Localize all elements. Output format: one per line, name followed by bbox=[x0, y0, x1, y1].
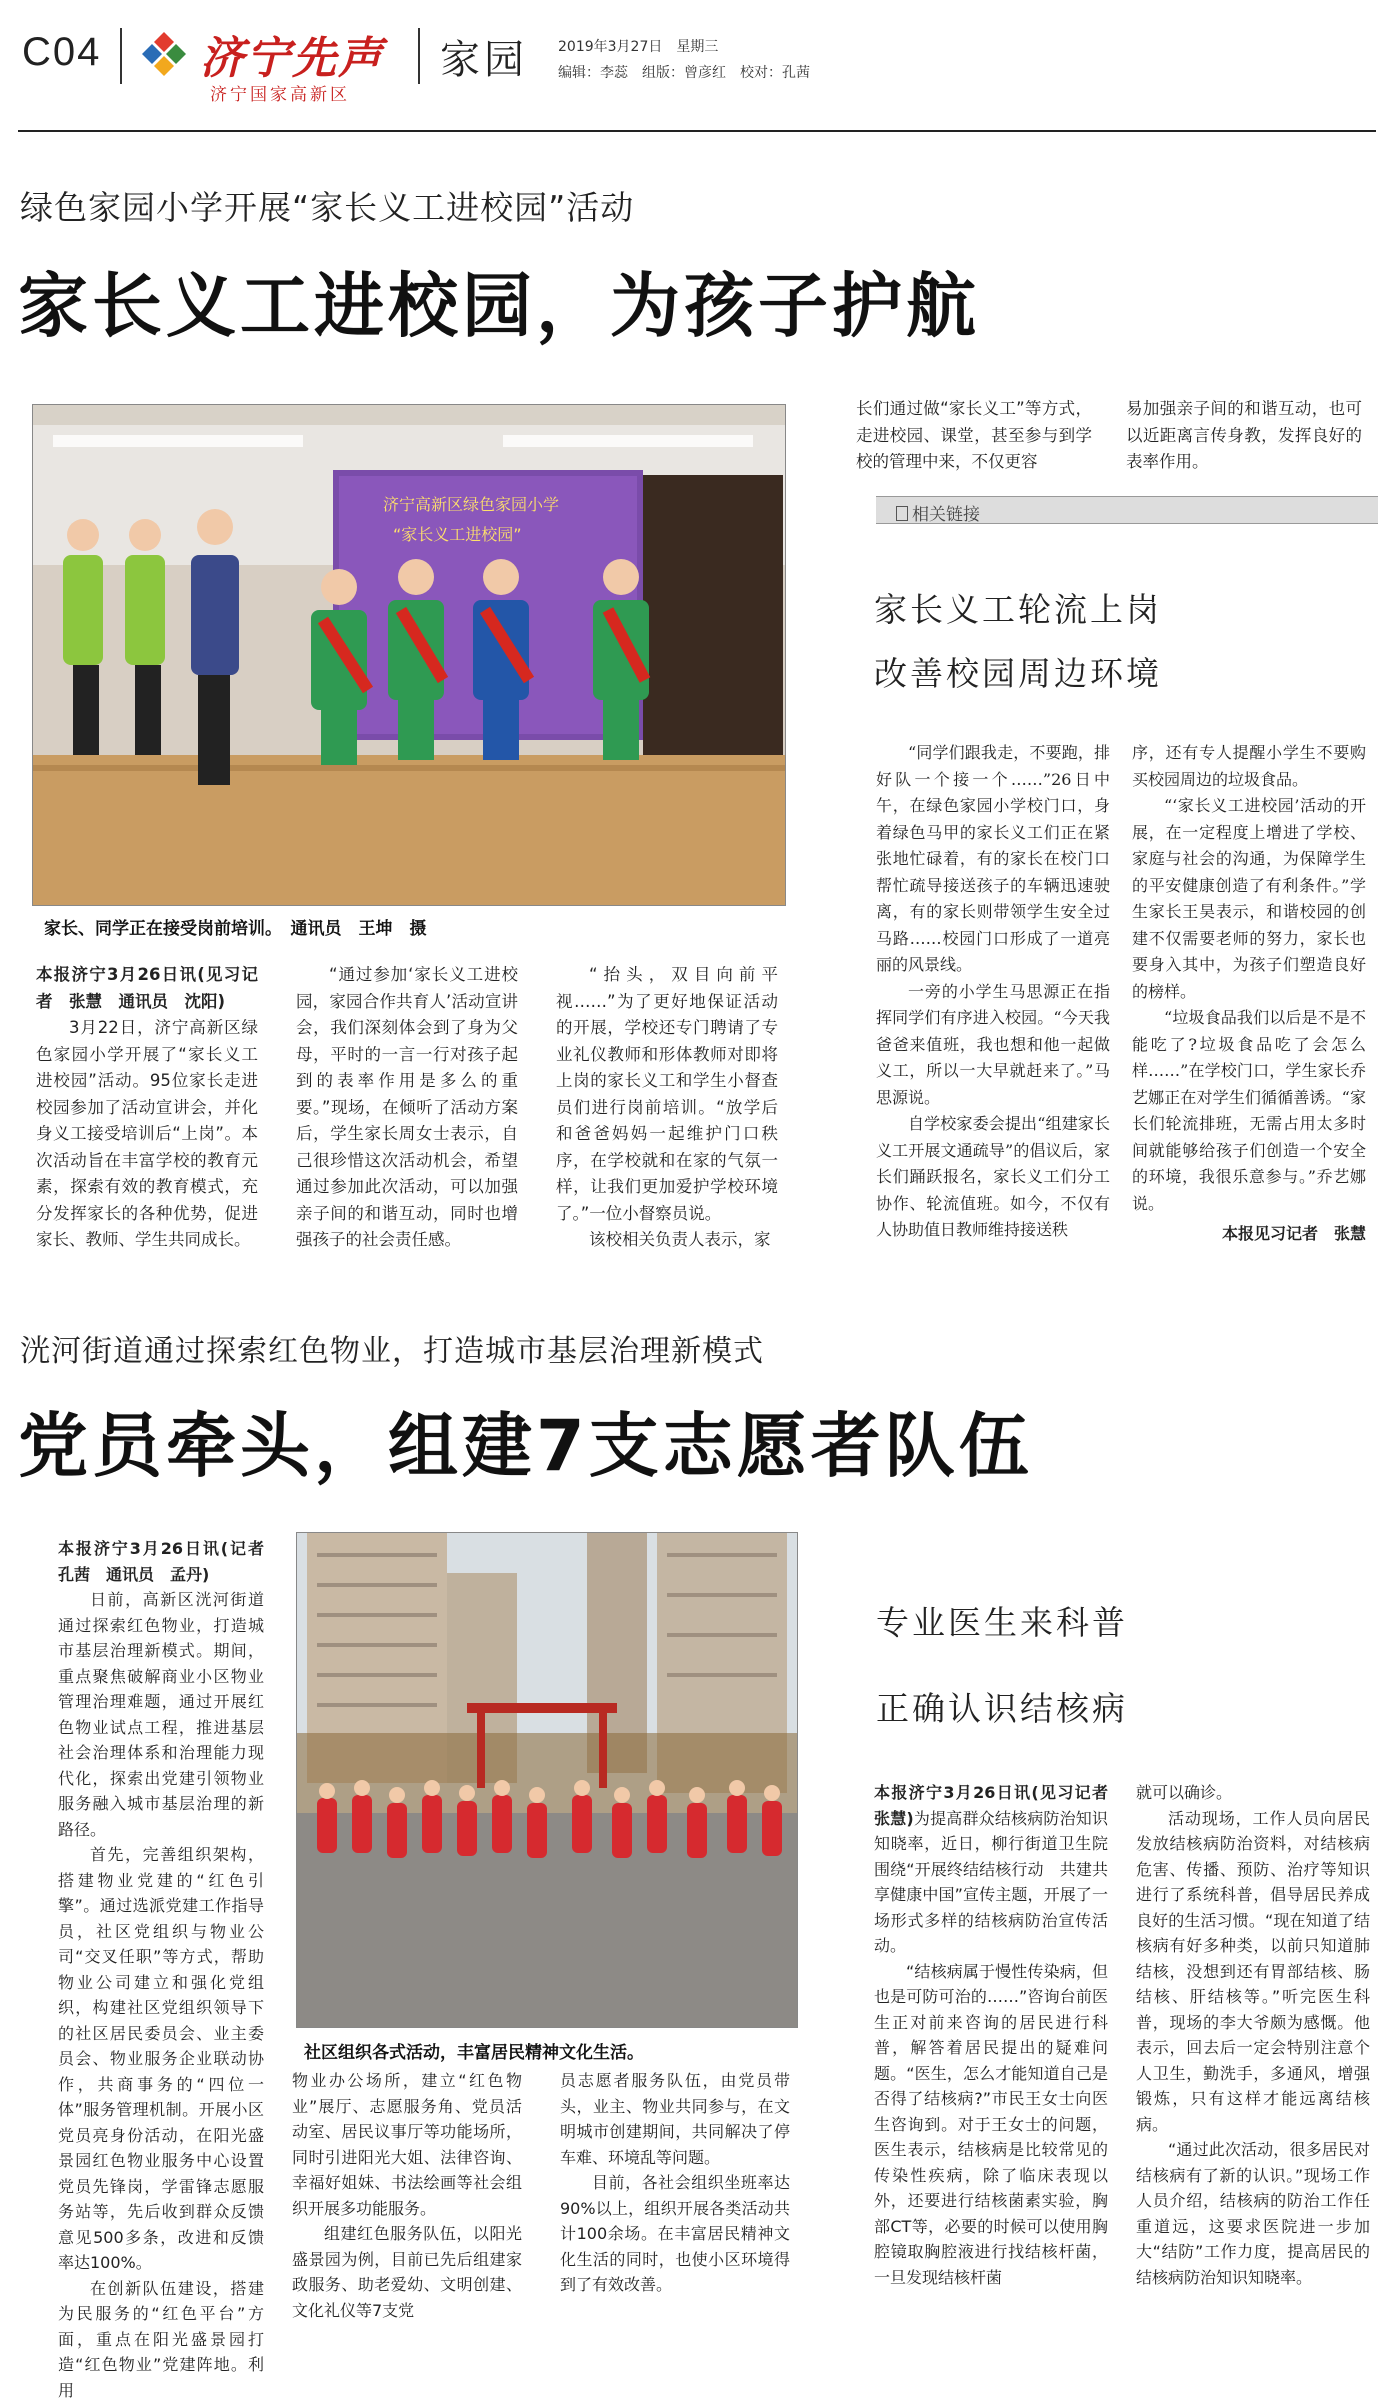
article3-title bbox=[876, 1580, 1128, 1752]
page-code: C04 bbox=[22, 30, 101, 75]
section-name: 家园 bbox=[440, 28, 528, 85]
article2-byline: 本报济宁3月26日讯(记者 孔茜 通讯员 孟丹) bbox=[58, 1539, 280, 1584]
article1-paragraph: “通过参加‘家长义工进校园，家园合作共育人’活动宣讲会，我们深刻体会到了身为父母，平时的一言一行对孩子起到的表率作用是多么的重要。”现场，在倾听了活动方案后，学生家长周女士表示，自己很珍惜这次活动机会，希望通过参加此次活动，可以加强亲子间的和谐互动，同时也增强孩子的社会责任感。 bbox=[296, 962, 518, 1254]
article1-byline: 本报济宁3月26日讯(见习记者 张慧 通讯员 沈阳) bbox=[36, 965, 258, 1011]
article1-paragraph: 易加强亲子间的和谐互动，也可以近距离言传身教，发挥良好的表率作用。 bbox=[1126, 396, 1362, 476]
article2-column-2 bbox=[292, 2068, 522, 2323]
newspaper-name: 济宁先声 bbox=[200, 22, 384, 86]
article3-title-line: 专业医生来科普 bbox=[876, 1580, 1128, 1666]
article2-paragraph: 首先，完善组织架构，搭建物业党建的“红色引擎”。通过选派党建工作指导员，社区党组织与物业公司“交叉任职”等方式，帮助物业公司建立和强化党组织，构建社区党组织领导下的社区居民委员会、业主委员会、物业服务企业联动协作，共商事务的“四位一体”服务管理机制。开展小区党员亮身份活动，在阳光盛景园红色物业服务中心设置党员先锋岗，学雷锋志愿服务站等，先后收到群众反馈意见500多条，改进和反馈率达100%。 bbox=[58, 1842, 264, 2276]
article2-paragraph: 在创新队伍建设，搭建为民服务的“红色平台”方面，重点在阳光盛景园打造“红色物业”党建阵地。利用 bbox=[58, 2276, 264, 2403]
article1-photo bbox=[32, 404, 786, 906]
article2-photo-caption: 社区组织各式活动，丰富居民精神文化生活。 bbox=[304, 2038, 644, 2063]
date-line: 2019年3月27日 星期三 bbox=[558, 34, 810, 60]
article2-column-3 bbox=[560, 2068, 790, 2298]
article2-paragraph: 员志愿者服务队伍，由党员带头，业主、物业共同参与，在文明城市创建期间，共同解决了停车难、环境乱等问题。 bbox=[560, 2068, 790, 2170]
newspaper-logo-icon bbox=[140, 30, 188, 78]
article1-paragraph: “抬头，双目向前平视……”为了更好地保证活动的开展，学校还专门聘请了专业礼仪教师和形体教师对即将上岗的家长义工和学生小督查员们进行岗前培训。“放学后和爸爸妈妈一起维护门口秩序，在学校就和在家的气氛一样，让我们更加爱护学校环境了。”一位小督察员说。 bbox=[556, 962, 778, 1227]
article2-paragraph: 日前，高新区洸河街道通过探索红色物业，打造城市基层治理新模式。期间，重点聚焦破解商业小区物业管理治理难题，通过开展红色物业试点工程，推进基层社会治理体系和治理能力现代化，探索出党建引领物业服务融入城市基层治理的新路径。 bbox=[58, 1587, 264, 1842]
article2-paragraph: 目前，各社会组织坐班率达90%以上，组织开展各类活动共计100余场。在丰富居民精神文化生活的同时，也使小区环境得到了有效改善。 bbox=[560, 2170, 790, 2298]
related-paragraph: 一旁的小学生马思源正在指挥同学们有序进入校园。“今天我爸爸来值班，我也想和他一起做义工，所以一大早就赶来了。”马思源说。 bbox=[876, 979, 1110, 1112]
article1-paragraph: 3月22日，济宁高新区绿色家园小学开展了“家长义工进校园”活动。95位家长走进校园参加了活动宣讲会，并化身义工接受培训后“上岗”。本次活动旨在丰富学校的教育元素，探索有效的教育模式，充分发挥家长的各种优势，促进家长、教师、学生共同成长。 bbox=[36, 1015, 258, 1254]
related-paragraph: “‘家长义工进校园’活动的开展，在一定程度上增进了学校、家庭与社会的沟通，为保障学生的平安健康创造了有利条件。”学生家长王昊表示，和谐校园的创建不仅需要老师的努力，家长也要身入其中，为孩子们塑造良好的榜样。 bbox=[1132, 793, 1366, 1005]
divider bbox=[120, 28, 122, 84]
article1-column-1 bbox=[36, 962, 258, 1254]
related-title-line: 改善校园周边环境 bbox=[874, 642, 1162, 706]
related-paragraph: 序，还有专人提醒小学生不要购买校园周边的垃圾食品。 bbox=[1132, 740, 1366, 793]
article1-paragraph: 该校相关负责人表示，家 bbox=[556, 1227, 778, 1254]
article3-paragraph: 活动现场，工作人员向居民发放结核病防治资料，对结核病危害、传播、预防、治疗等知识进行了系统科普，倡导居民养成良好的生活习惯。“现在知道了结核病有好多种类，以前只知道肺结核，没想到还有胃部结核、肠结核、肝结核等。”听完医生科普，现场的李大爷颇为感慨。他表示，回去后一定会特别注意个人卫生，勤洗手，多通风，增强锻炼，只有这样才能远离结核病。 bbox=[1136, 1806, 1370, 2138]
article3-byline: 本报济宁3月26日讯(见习记者 张慧) bbox=[874, 1783, 1124, 1828]
newspaper-subtitle: 济宁国家高新区 bbox=[210, 80, 350, 105]
article2-paragraph: 组建红色服务队伍，以阳光盛景园为例，目前已先后组建家政服务、助老爱幼、文明创建、文化礼仪等7支党 bbox=[292, 2221, 522, 2323]
article3-paragraph: 就可以确诊。 bbox=[1136, 1780, 1370, 1806]
related-title bbox=[874, 578, 1162, 706]
masthead-rule bbox=[18, 130, 1376, 132]
related-paragraph: “同学们跟我走，不要跑，排好队一个接一个……”26日中午，在绿色家园小学校门口，身着绿色马甲的家长义工们正在紧张地忙碌着，有的家长在校门口帮忙疏导接送孩子的车辆迅速驶离，有的家长则带领学生安全过马路……校园门口形成了一道亮丽的风景线。 bbox=[876, 740, 1110, 979]
classroom-photo-illustration bbox=[33, 405, 785, 905]
article3-column-a bbox=[874, 1780, 1108, 2290]
article3-paragraph: “通过此次活动，很多居民对结核病有了新的认识。”现场工作人员介绍，结核病的防治工作任重道远，这要求医院进一步加大“结防”工作力度，提高居民的结核病防治知识知晓率。 bbox=[1136, 2137, 1370, 2290]
document-icon bbox=[896, 506, 908, 521]
article2-headline: 党员牵头，组建7支志愿者队伍 bbox=[18, 1390, 1033, 1491]
staff-line: 编辑：李蕊 组版：曾彦红 校对：孔茜 bbox=[558, 60, 810, 86]
article2-photo bbox=[296, 1532, 798, 2028]
related-link-label bbox=[896, 500, 980, 525]
related-column-b bbox=[1132, 740, 1366, 1248]
related-label-text: 相关链接 bbox=[912, 505, 980, 525]
article2-column-1 bbox=[58, 1536, 264, 2403]
related-signoff: 本报见习记者 张慧 bbox=[1132, 1221, 1366, 1248]
article2-kicker: 洸河街道通过探索红色物业，打造城市基层治理新模式 bbox=[20, 1326, 764, 1370]
article3-column-b bbox=[1136, 1780, 1370, 2290]
article1-column-5 bbox=[1126, 396, 1362, 476]
article2-paragraph: 物业办公场所，建立“红色物业”展厅、志愿服务角、党员活动室、居民议事厅等功能场所，同时引进阳光大姐、法律咨询、幸福好姐妹、书法绘画等社会组织开展多功能服务。 bbox=[292, 2068, 522, 2221]
article3-paragraph: “结核病属于慢性传染病，但也是可防可治的……”咨询台前医生正对前来咨询的居民进行科普，解答着居民提出的疑难问题。“医生，怎么才能知道自己是否得了结核病?”市民王女士向医生咨询到。对于王女士的问题，医生表示，结核病是比较常见的传染性疾病，除了临床表现以外，还要进行结核菌素实验，胸部CT等，必要的时候可以使用胸腔镜取胸腔液进行找结核杆菌，一旦发现结核杆菌 bbox=[874, 1959, 1108, 2291]
photo-banner-text: “家长义工进校园” bbox=[393, 525, 522, 544]
related-title-line: 家长义工轮流上岗 bbox=[874, 578, 1162, 642]
article3-paragraph: 为提高群众结核病防治知识知晓率，近日，柳行街道卫生院围绕“开展终结结核行动 共建共享健康中国”宣传主题，开展了一场形式多样的结核病防治宣传活动。 bbox=[874, 1809, 1108, 1956]
article1-column-3 bbox=[556, 962, 778, 1254]
related-column-a bbox=[876, 740, 1110, 1244]
photo-banner-text: 济宁高新区绿色家园小学 bbox=[383, 495, 559, 514]
related-paragraph: “垃圾食品我们以后是不是不能吃了?垃圾食品吃了会怎么样……”在学校门口，学生家长乔艺娜正在对学生们循循善诱。“家长们轮流排班，无需占用太多时间就能够给孩子们创造一个安全的环境，我很乐意参与。”乔艺娜说。 bbox=[1132, 1005, 1366, 1217]
article3-title-line: 正确认识结核病 bbox=[876, 1666, 1128, 1752]
related-paragraph: 自学校家委会提出“组建家长义工开展文通疏导”的倡议后，家长们踊跃报名，家长义工们分工协作、轮流值班。如今，不仅有人协助值日教师维持接送秩 bbox=[876, 1111, 1110, 1244]
issue-meta bbox=[558, 34, 810, 86]
square-dance-photo-illustration bbox=[297, 1533, 797, 2027]
article1-column-2 bbox=[296, 962, 518, 1254]
article1-column-4 bbox=[856, 396, 1092, 476]
article1-photo-caption: 家长、同学正在接受岗前培训。 通讯员 王坤 摄 bbox=[44, 914, 427, 939]
article1-headline: 家长义工进校园，为孩子护航 bbox=[18, 250, 980, 351]
divider bbox=[418, 28, 420, 84]
article1-paragraph: 长们通过做“家长义工”等方式，走进校园、课堂，甚至参与到学校的管理中来，不仅更容 bbox=[856, 396, 1092, 476]
article1-kicker: 绿色家园小学开展“家长义工进校园”活动 bbox=[20, 182, 634, 229]
